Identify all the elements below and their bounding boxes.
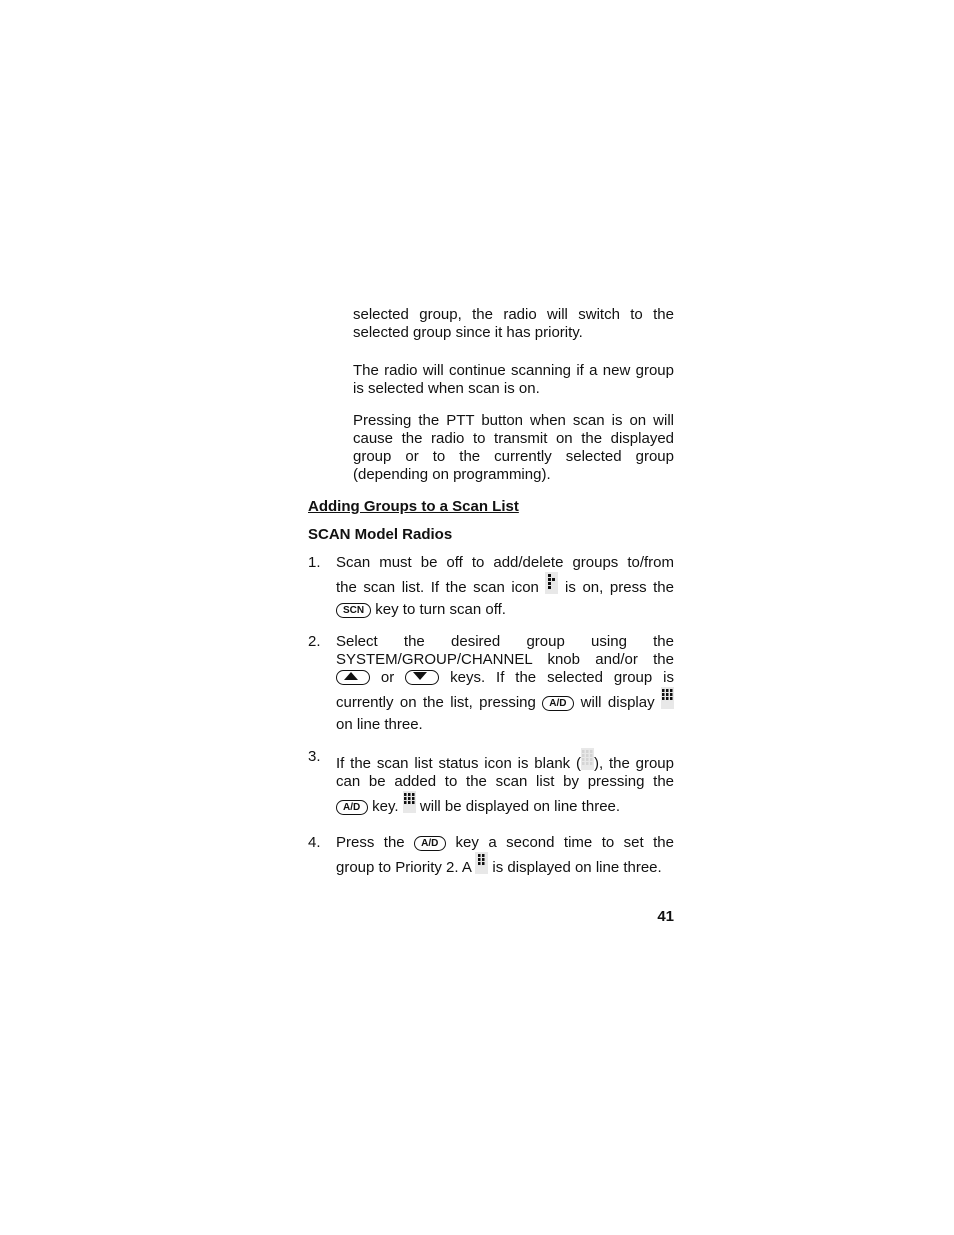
list-item: [308, 554, 674, 619]
ad-key: A/D: [542, 696, 574, 711]
step-number: 2.: [308, 633, 321, 650]
priority-1-icon: [661, 687, 674, 709]
step-3-line-1: If the scan list status icon is blank ( ), the group: [336, 748, 674, 773]
priority-1-icon: [403, 791, 416, 813]
down-arrow-icon: [412, 671, 428, 681]
step-3-line-2: can be added to the scan list by pressing the: [336, 773, 674, 790]
step-2-line-2: SYSTEM/GROUP/CHANNEL knob and/or the: [336, 651, 674, 668]
step-list: [308, 554, 674, 881]
down-arrow-key: [405, 670, 439, 685]
step-2-line-3: or keys. If the selected group is: [336, 669, 674, 687]
step-3-line-3: A/D key. will be displayed on line three.: [336, 791, 674, 820]
intro-paragraph-2: The radio will continue scanning if a new group is selected when scan is on.: [353, 362, 674, 397]
subsection-title: SCAN Model Radios: [308, 526, 453, 543]
step-number: 3.: [308, 748, 321, 765]
list-item: [308, 748, 674, 820]
up-arrow-icon: [343, 671, 359, 681]
step-1-line-2: the scan list. If the scan icon is on, press the: [336, 572, 674, 601]
step-number: 1.: [308, 554, 321, 571]
step-2-line-1: Select the desired group using the: [336, 633, 674, 650]
intro-block: [353, 306, 674, 484]
scan-status-icon: [545, 572, 558, 594]
step-number: 4.: [308, 834, 321, 851]
step-4-line-1: Press the A/D key a second time to set the: [336, 834, 674, 851]
intro-paragraph-3: Pressing the PTT button when scan is on will cause the radio to transmit on the displayed group or to the currently selected group (depending on programming).: [353, 412, 674, 483]
step-4-line-2: group to Priority 2. A is displayed on line three.: [336, 852, 674, 881]
blank-status-icon: [581, 748, 594, 770]
page-number: 41: [657, 908, 674, 925]
list-item: [308, 633, 674, 734]
ad-key: A/D: [414, 836, 446, 851]
priority-2-icon: [475, 852, 488, 874]
step-1-line-1: Scan must be off to add/delete groups to/from: [336, 554, 674, 571]
up-arrow-key: [336, 670, 370, 685]
manual-page: [308, 306, 674, 895]
scn-key: SCN: [336, 603, 371, 618]
section-title: Adding Groups to a Scan List: [308, 498, 519, 515]
ad-key: A/D: [336, 800, 368, 815]
step-1-line-3: SCN key to turn scan off.: [336, 601, 674, 619]
list-item: [308, 834, 674, 881]
step-2-line-5: on line three.: [336, 716, 423, 733]
step-2-line-4: currently on the list, pressing A/D will display: [336, 687, 674, 716]
intro-paragraph-1: selected group, the radio will switch to the selected group since it has priority.: [353, 306, 674, 341]
